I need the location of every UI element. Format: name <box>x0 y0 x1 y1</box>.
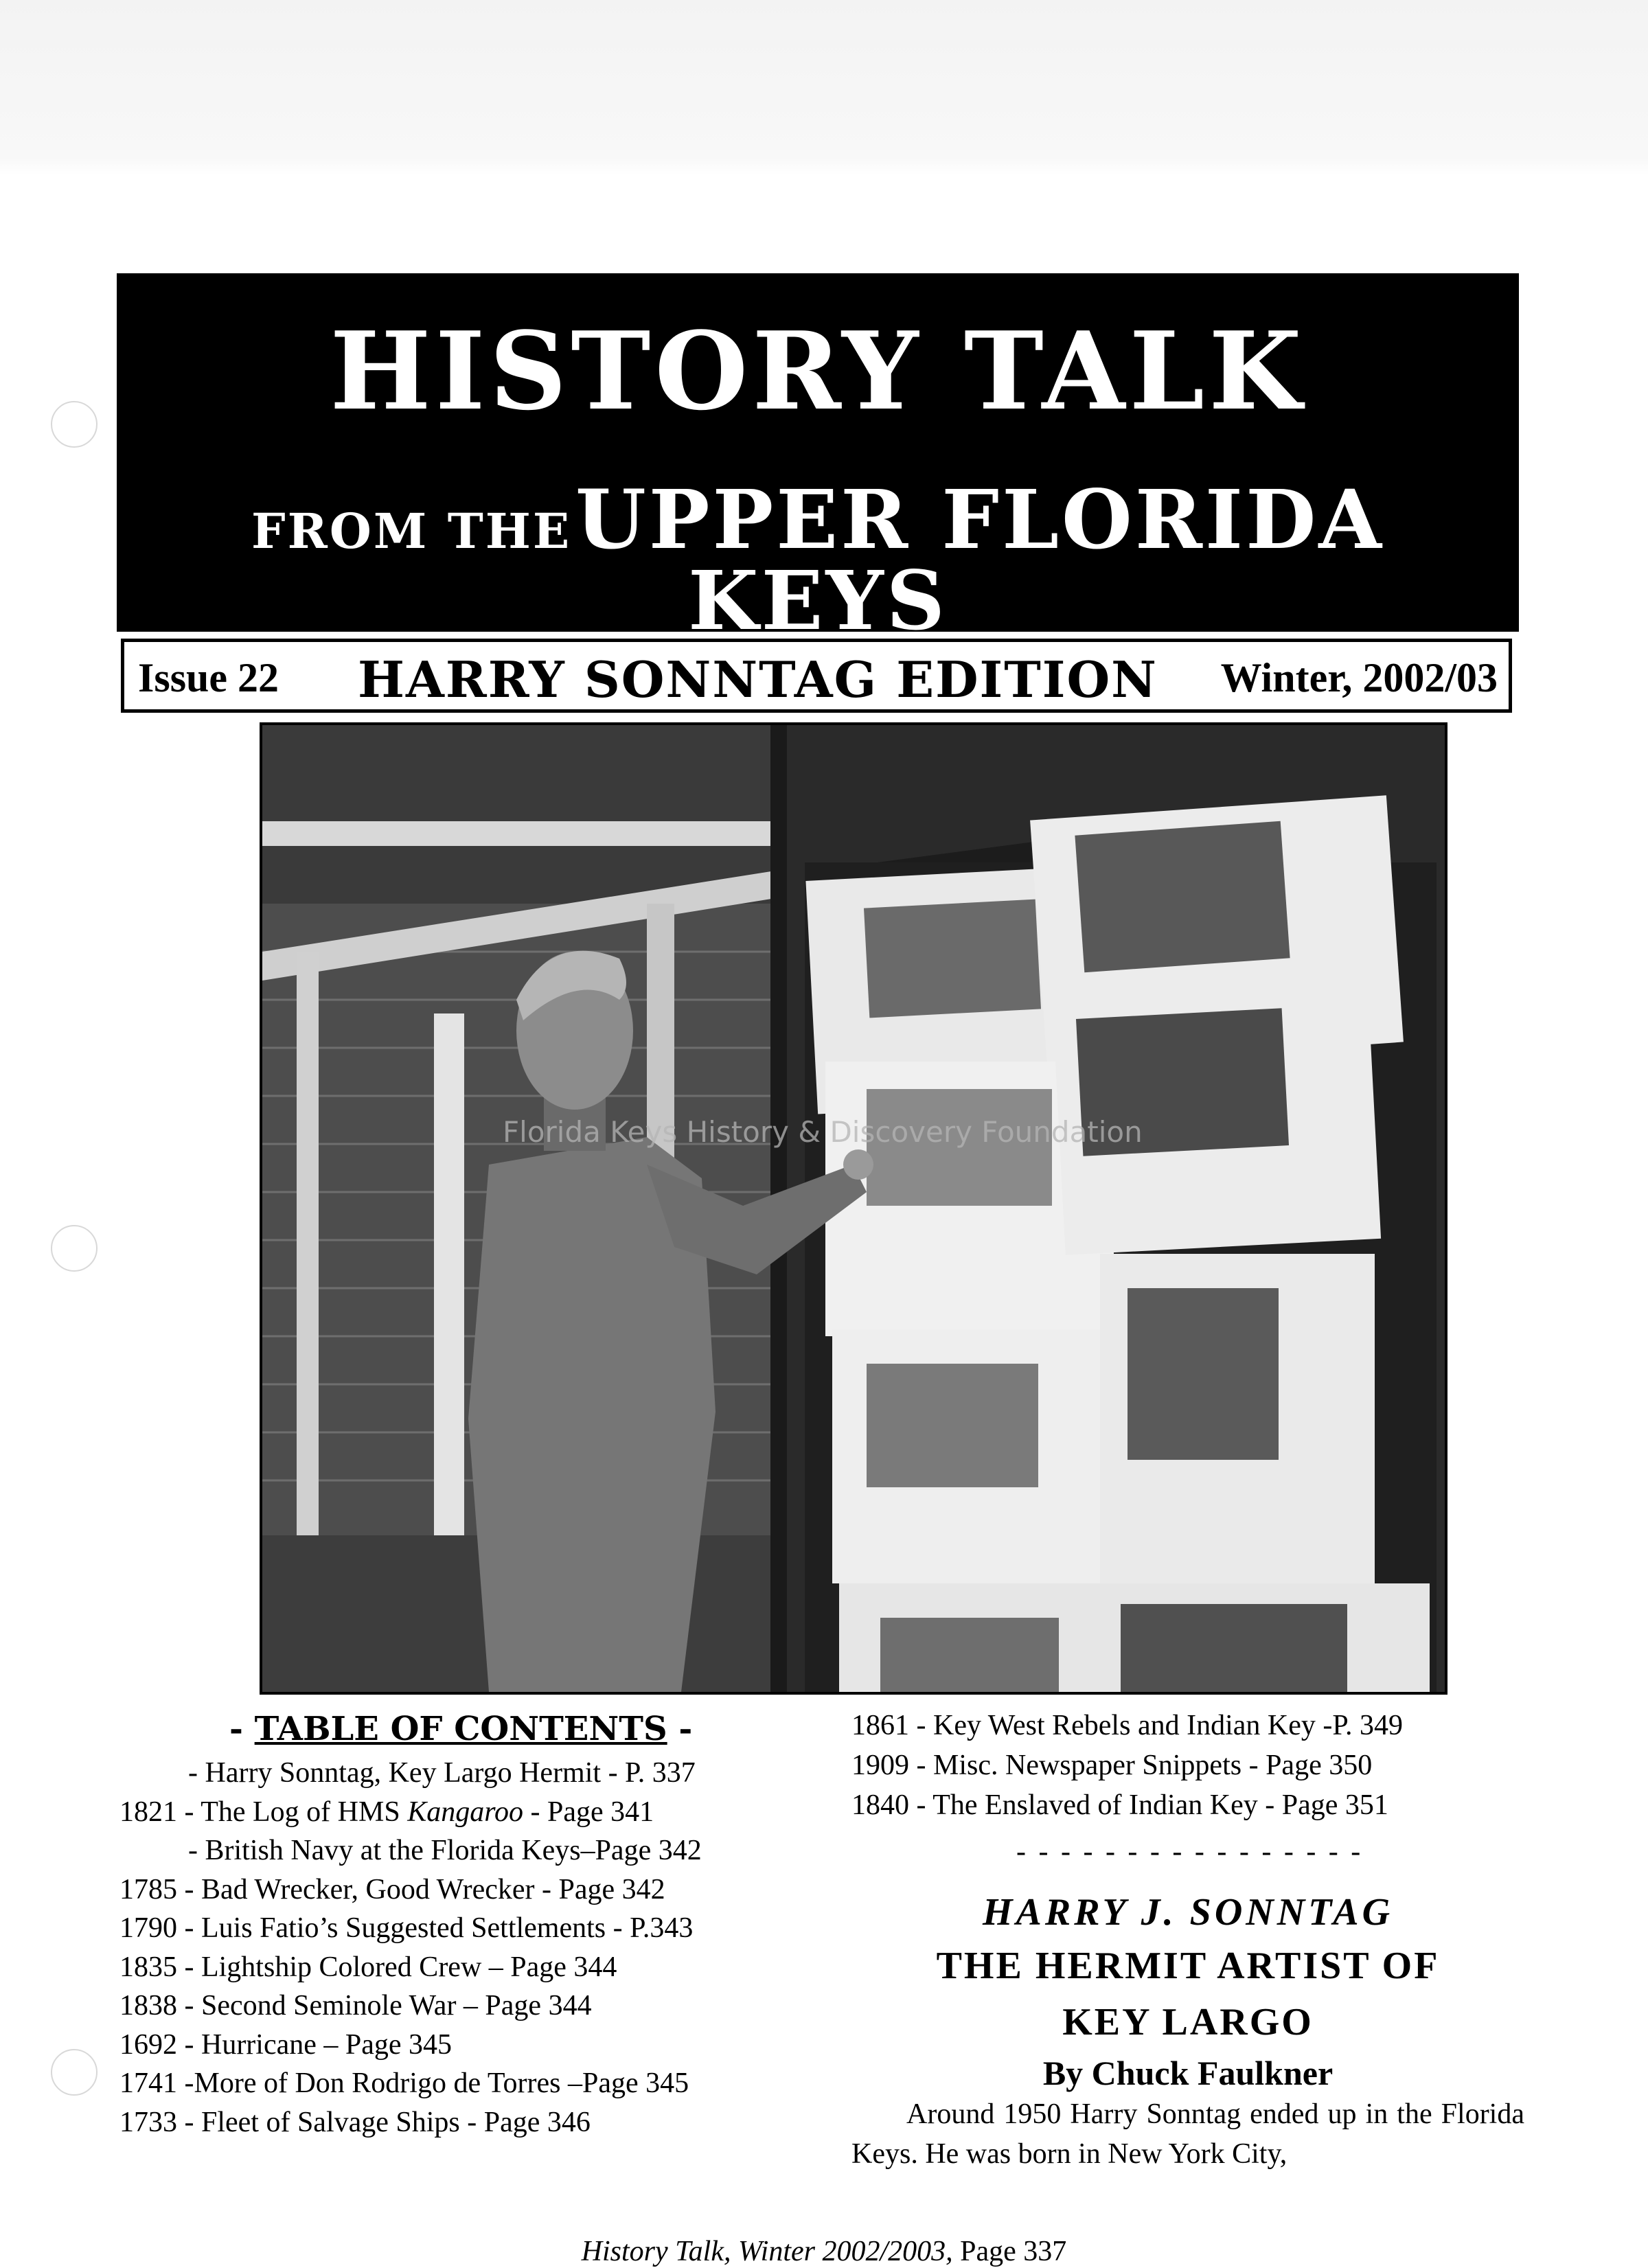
toc-entry: - Harry Sonntag, Key Largo Hermit - P. 337 <box>188 1757 696 1789</box>
article-title: THE HERMIT ARTIST OF <box>936 1945 1440 1987</box>
footer-publication: History Talk, Winter 2002/2003, <box>581 2236 953 2267</box>
toc-entry <box>119 1793 813 1832</box>
issue-number: Issue 22 <box>138 655 279 700</box>
subtitle-from-the: FROM THE <box>251 503 572 560</box>
section-separator: - - - - - - - - - - - - - - - - <box>1016 1836 1364 1868</box>
table-of-contents <box>119 1704 813 2142</box>
article-title-line-2: KEY LARGO <box>1062 2001 1314 2043</box>
newsletter-subtitle <box>117 472 1519 648</box>
cover-photo <box>260 722 1447 1695</box>
article-kicker: HARRY J. SONNTAG <box>982 1891 1394 1934</box>
newsletter-title: HISTORY TALK <box>330 308 1306 434</box>
toc-entry-ship-name: Kangaroo <box>407 1796 524 1828</box>
toc-entry: 1790 - Luis Fatio’s Suggested Settlements - P.343 <box>119 1912 694 1944</box>
toc-entry: 1835 - Lightship Colored Crew – Page 344 <box>119 1951 617 1983</box>
right-column <box>851 1706 1524 2174</box>
cover-photo-artwork <box>262 725 1445 1692</box>
photo-watermark: Florida Keys History & Discovery Foundation <box>503 1115 1143 1149</box>
article-body: Around 1950 Harry Sonntag ended up in the Florida Keys. He was born in New York City, <box>851 2098 1524 2170</box>
toc-entry: 1785 - Bad Wrecker, Good Wrecker - Page 342 <box>119 1873 665 1905</box>
toc-entry-page: - Page 341 <box>523 1796 654 1828</box>
article-byline: By Chuck Faulkner <box>1042 2054 1334 2092</box>
toc-heading-text: TABLE OF CONTENTS <box>254 1710 667 1748</box>
toc-entry: 1692 - Hurricane – Page 345 <box>119 2028 453 2061</box>
subtitle-upper-florida-keys: UPPER FLORIDA KEYS <box>575 472 1384 648</box>
page-footer <box>0 2235 1648 2268</box>
toc-entry: 1741 -More of Don Rodrigo de Torres –Page 345 <box>119 2067 689 2099</box>
toc-entry: - British Navy at the Florida Keys–Page 342 <box>188 1835 702 1866</box>
toc-entry: 1861 - Key West Rebels and Indian Key -P. 349 <box>851 1710 1404 1741</box>
toc-heading: - TABLE OF CONTENTS - <box>229 1710 693 1748</box>
toc-entry: 1840 - The Enslaved of Indian Key - Page 351 <box>851 1789 1388 1821</box>
toc-entry: 1909 - Misc. Newspaper Snippets - Page 350 <box>851 1750 1373 1781</box>
punch-hole-middle <box>51 1225 98 1272</box>
toc-entry: 1733 - Fleet of Salvage Ships - Page 346 <box>119 2106 591 2138</box>
footer-page-number: Page 337 <box>960 2236 1067 2267</box>
punch-hole-bottom <box>51 2049 98 2096</box>
punch-hole-top <box>51 401 98 448</box>
toc-entry: 1838 - Second Seminole War – Page 344 <box>119 1990 592 2021</box>
painting-row-4 <box>839 1583 1430 1692</box>
masthead <box>117 273 1519 648</box>
edition-title: HARRY SONNTAG EDITION <box>358 650 1158 709</box>
issue-season: Winter, 2002/03 <box>1220 655 1498 700</box>
toc-entry-text: 1821 - The Log of HMS <box>119 1796 408 1828</box>
page-top-shading <box>0 0 1648 175</box>
issue-bar <box>121 639 1512 713</box>
